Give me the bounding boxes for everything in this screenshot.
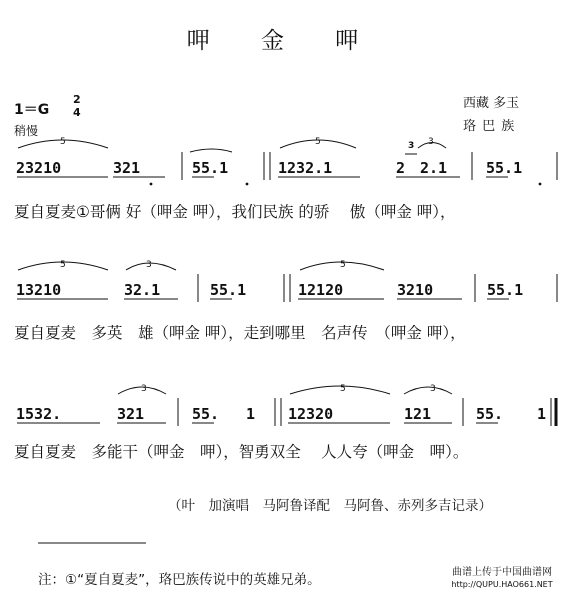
song-title: 呷 金 呷: [186, 28, 381, 54]
note-group: 55.: [476, 405, 504, 423]
tuplet-arc: [118, 387, 166, 394]
grace-note: 3: [408, 141, 415, 151]
note-group: 32.1: [124, 281, 161, 299]
note-group: 55.1: [486, 159, 523, 177]
origin-region: 西藏 多玉: [463, 96, 520, 111]
note-group: 3210: [397, 281, 434, 299]
note-group: 321: [117, 405, 145, 423]
note-group: 23210: [16, 159, 62, 177]
time-numerator: 2: [73, 93, 81, 106]
note-group: 2.1: [420, 159, 448, 177]
tuplet-number: 3: [141, 384, 147, 394]
octave-dot: [539, 183, 542, 186]
note-group: 2: [396, 159, 406, 177]
tuplet-number: 3: [428, 137, 434, 147]
note-group: 12120: [298, 281, 344, 299]
slur: [190, 149, 232, 152]
note-group: 1: [246, 405, 256, 423]
tuplet-number: 5: [315, 137, 321, 147]
note-group: 12320: [288, 405, 334, 423]
note-group: 55.1: [192, 159, 229, 177]
time-denominator: 4: [73, 106, 81, 119]
tuplet-number: 5: [340, 384, 346, 394]
watermark-line: 曲谱上传于中国曲谱网: [452, 567, 552, 578]
tuplet-number: 3: [146, 260, 152, 270]
lyric-line: 夏自夏麦①哥俩 好（呷金 呷），我们民族 的骄 傲（呷金 呷），: [14, 203, 456, 221]
key-signature: 1＝G: [14, 102, 50, 118]
tuplet-arc: [18, 262, 108, 270]
tuplet-number: 5: [60, 137, 66, 147]
credit-line: （叶 加演唱 马阿鲁译配 马阿鲁、赤列多吉记录）: [168, 498, 492, 514]
note-group: 321: [113, 159, 141, 177]
note-group: 13210: [16, 281, 62, 299]
octave-dot: [246, 183, 249, 186]
tuplet-arc: [126, 263, 176, 270]
tuplet-number: 5: [60, 260, 66, 270]
watermark-url: http://QUPU.HAO661.NET: [451, 580, 553, 589]
octave-dot: [150, 183, 153, 186]
tuplet-number: 3: [430, 384, 436, 394]
note-group: 1: [537, 405, 547, 423]
note-group: 1232.1: [278, 159, 333, 177]
note-group: 55.: [192, 405, 220, 423]
note-group: 55.1: [487, 281, 524, 299]
tuplet-arc: [280, 140, 356, 148]
note-group: 121: [404, 405, 432, 423]
tempo-marking: 稍慢: [14, 124, 39, 138]
tuplet-number: 5: [340, 260, 346, 270]
origin-ethnic: 珞 巴 族: [463, 119, 516, 134]
tuplet-arc: [404, 387, 452, 394]
tuplet-arc: [418, 143, 446, 149]
tuplet-arc: [290, 386, 390, 394]
note-group: 55.1: [210, 281, 247, 299]
lyric-line: 夏自夏麦 多英 雄（呷金 呷），走到哪里 名声传 （呷金 呷），: [14, 324, 466, 342]
tuplet-arc: [300, 262, 384, 270]
footnote: 注：①“夏自夏麦”，珞巴族传说中的英雄兄弟。: [38, 572, 321, 588]
lyric-line: 夏自夏麦 多能干（呷金 呷），智勇双全 人人夸（呷金 呷）。: [14, 443, 469, 461]
note-group: 1532.: [16, 405, 62, 423]
tuplet-arc: [18, 140, 108, 148]
